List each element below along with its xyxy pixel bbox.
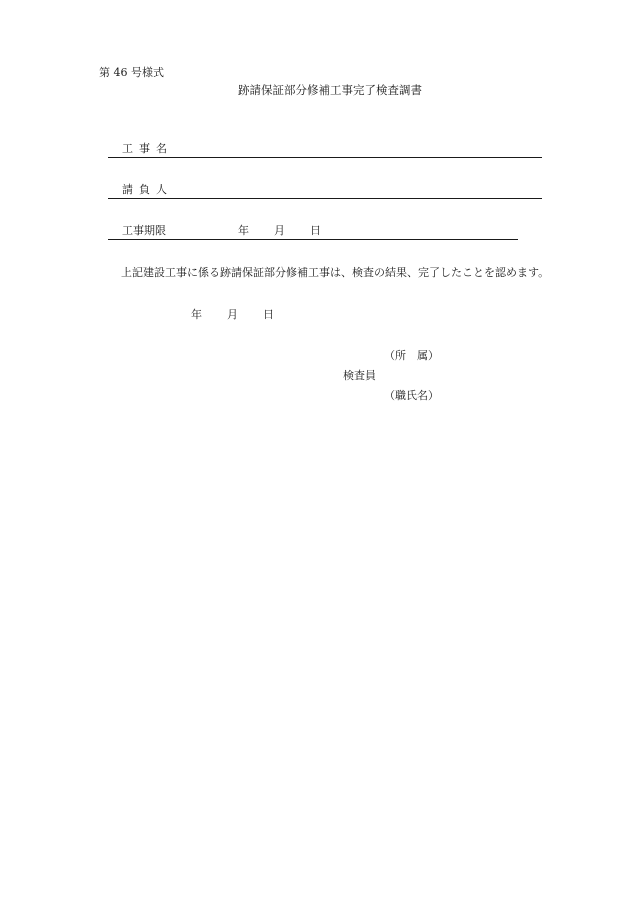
inspection-date-year: 年: [191, 308, 202, 321]
signature-affiliation: （所 属）: [384, 349, 439, 362]
contractor-label: 請負人: [122, 183, 173, 196]
document-title: 跡請保証部分修補工事完了検査調書: [238, 83, 422, 97]
approval-statement: 上記建設工事に係る跡請保証部分修補工事は、検査の結果、完了したことを認めます。: [121, 266, 550, 279]
signature-inspector-label: 検査員: [343, 369, 376, 382]
inspection-date-month: 月: [227, 308, 238, 321]
deadline-year-label: 年: [238, 224, 249, 237]
deadline-month-label: 月: [274, 224, 285, 237]
project-name-label: 工事名: [122, 142, 173, 155]
form-number: 第 46 号様式: [99, 66, 164, 79]
inspection-date-day: 日: [263, 308, 274, 321]
deadline-label: 工事期限: [122, 224, 166, 237]
project-name-field: [108, 141, 542, 158]
deadline-day-label: 日: [310, 224, 321, 237]
signature-name: （職氏名）: [384, 389, 439, 402]
contractor-field: [108, 182, 542, 199]
deadline-field: [108, 223, 518, 240]
